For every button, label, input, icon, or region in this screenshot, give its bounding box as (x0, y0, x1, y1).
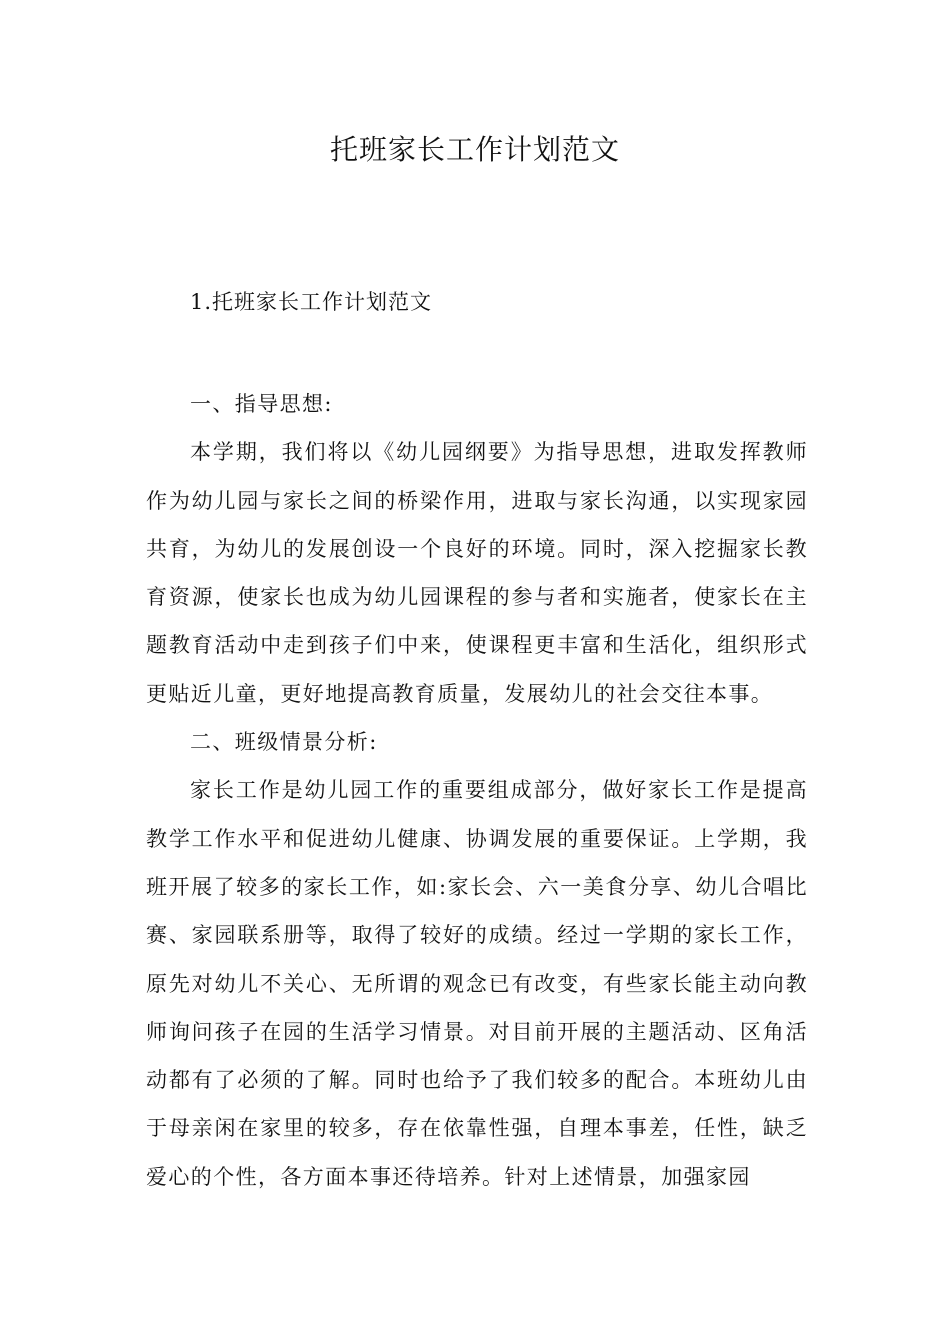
section-heading-guiding: 一、指导思想: (190, 392, 333, 416)
section-heading-analysis: 二、班级情景分析: (190, 730, 378, 755)
paragraph-guiding: 本学期，我们将以《幼儿园纲要》为指导思想，进取发挥教师作为幼儿园与家长之间的桥梁作用，进取与家长沟通，以实现家园共育，为幼儿的发展创设一个良好的环境。同时，深入挖掘家长教育资源，使家长也成为幼儿园课程的参与者和实施者，使家长在主题教育活动中走到孩子们中来，使课程更丰富和生活化，组织形式更贴近儿童，更好地提高教育质量，发展幼儿的社会交往本事。 (146, 440, 808, 706)
sub-heading: 1.托班家长工作计划范文 (190, 290, 433, 314)
document-title: 托班家长工作计划范文 (329, 133, 620, 166)
paragraph-analysis: 家长工作是幼儿园工作的重要组成部分，做好家长工作是提高教学工作水平和促进幼儿健康、协调发展的重要保证。上学期，我班开展了较多的家长工作，如:家长会、六一美食分享、幼儿合唱比赛、家园联系册等，取得了较好的成绩。经过一学期的家长工作，原先对幼儿不关心、无所谓的观念已有改变，有些家长能主动向教师询问孩子在园的生活学习情景。对目前开展的主题活动、区角活动都有了必须的了解。同时也给予了我们较多的配合。本班幼儿由于母亲闲在家里的较多，存在依靠性强，自理本事差，任性，缺乏爱心的个性，各方面本事还待培养。针对上述情景，加强家园 (146, 778, 808, 1189)
document-body (146, 380, 808, 1201)
